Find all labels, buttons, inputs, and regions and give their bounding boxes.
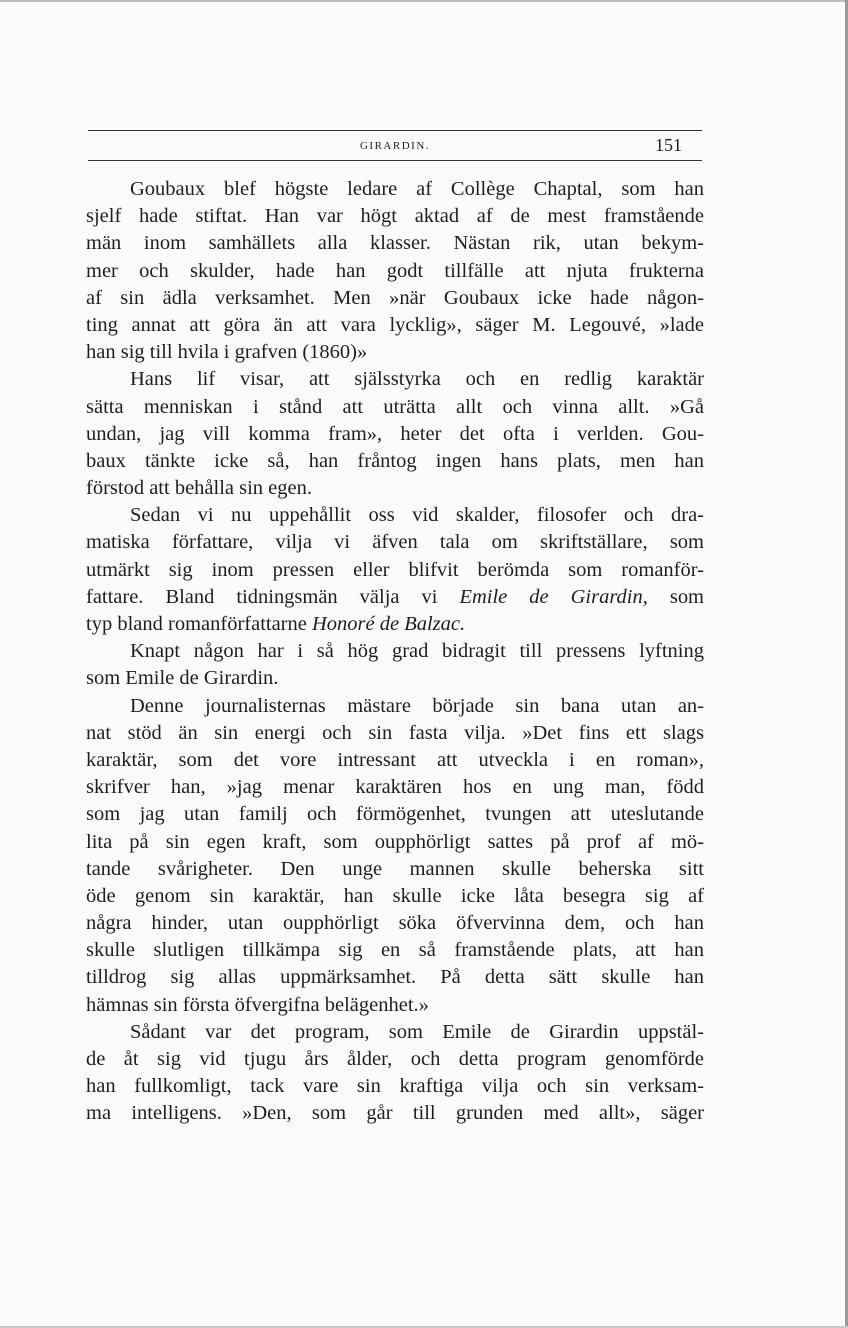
header-rule-top — [88, 130, 702, 131]
text-line: Knapt någon har i så hög grad bidragit till pressens lyftning — [130, 640, 704, 663]
text-line: skrifver han, »jag menar karaktären hos en ung man, född — [86, 776, 704, 799]
text-run: typ bland romanförfattarne — [86, 613, 307, 635]
text-line: tande svårigheter. Den unge mannen skulle beherska sitt — [86, 857, 704, 880]
text-line: Hans lif visar, att själsstyrka och en redlig karaktär — [130, 368, 704, 391]
text-line: som Emile de Girardin. — [86, 667, 279, 690]
text-line: män inom samhällets alla klasser. Nästan rik, utan bekym- — [86, 232, 704, 255]
text-line: Sedan vi nu uppehållit oss vid skalder, filosofer och dra- — [130, 504, 704, 527]
text-line: Denne journalisternas mästare började sin bana utan an- — [130, 694, 704, 717]
body-text — [86, 176, 704, 1128]
text-line-mixed — [86, 584, 704, 611]
text-line: sätta menniskan i stånd att uträtta allt och vinna allt. »Gå — [86, 395, 704, 418]
text-line: han sig till hvila i grafven (1860)» — [86, 341, 368, 364]
text-line: Sådant var det program, som Emile de Girardin uppstäl- — [130, 1020, 704, 1043]
scan-edge-top — [0, 0, 848, 2]
text-line: baux tänkte icke så, han fråntog ingen hans plats, men han — [86, 449, 704, 472]
italic-name: Honoré de Balzac. — [311, 613, 466, 635]
text-line: af sin ädla verksamhet. Men »när Goubaux icke hade någon- — [86, 286, 704, 309]
text-line: nat stöd än sin energi och sin fasta vilja. »Det fins ett slags — [86, 721, 704, 744]
text-line: några hinder, utan oupphörligt söka öfvervinna dem, och han — [86, 912, 704, 935]
text-line: lita på sin egen kraft, som oupphörligt sattes på prof af mö- — [86, 830, 704, 853]
text-line: karaktär, som det vore intressant att utveckla i en roman», — [86, 748, 704, 771]
text-line: sjelf hade stiftat. Han var högt aktad af de mest framstående — [86, 205, 704, 228]
text-line: Goubaux blef högste ledare af Collège Chaptal, som han — [130, 178, 704, 200]
italic-name: Emile de Girardin, — [459, 585, 648, 608]
text-run: fattare. Bland tidningsmän välja vi — [86, 585, 438, 608]
text-run: som — [669, 585, 704, 608]
text-line: ting annat att göra än att vara lycklig», säger M. Legouvé, »lade — [86, 313, 704, 336]
text-line: ma intelligens. »Den, som går till grunden med allt», säger — [86, 1102, 704, 1125]
text-line: utmärkt sig inom pressen eller blifvit berömda som romanför- — [86, 558, 704, 581]
text-line: skulle slutligen tillkämpa sig en så framstående plats, att han — [86, 939, 704, 962]
text-line: mer och skulder, hade han godt tillfälle att njuta frukterna — [86, 259, 704, 282]
text-line: tilldrog sig allas uppmärksamhet. På detta sätt skulle han — [86, 966, 704, 989]
header-rule-bottom — [88, 160, 702, 161]
page-number: 151 — [655, 135, 682, 155]
text-line: som jag utan familj och förmögenhet, tvungen att uteslutande — [86, 803, 704, 826]
text-line: hämnas sin första öfvergifna belägenhet.» — [86, 993, 429, 1016]
text-line: de åt sig vid tjugu års ålder, och detta program genomförde — [86, 1048, 704, 1070]
running-head — [88, 136, 702, 158]
text-line: öde genom sin karaktär, han skulle icke låta besegra sig af — [86, 884, 704, 907]
text-line-mixed — [86, 611, 704, 638]
running-title: GIRARDIN. — [359, 140, 431, 152]
text-line: han fullkomligt, tack vare sin kraftiga vilja och sin verksam- — [86, 1075, 704, 1098]
text-line: undan, jag vill komma fram», heter det ofta i verlden. Gou- — [86, 422, 704, 445]
text-line: förstod att behålla sin egen. — [86, 477, 313, 500]
text-line: matiska författare, vilja vi äfven tala om skriftställare, som — [86, 531, 704, 554]
